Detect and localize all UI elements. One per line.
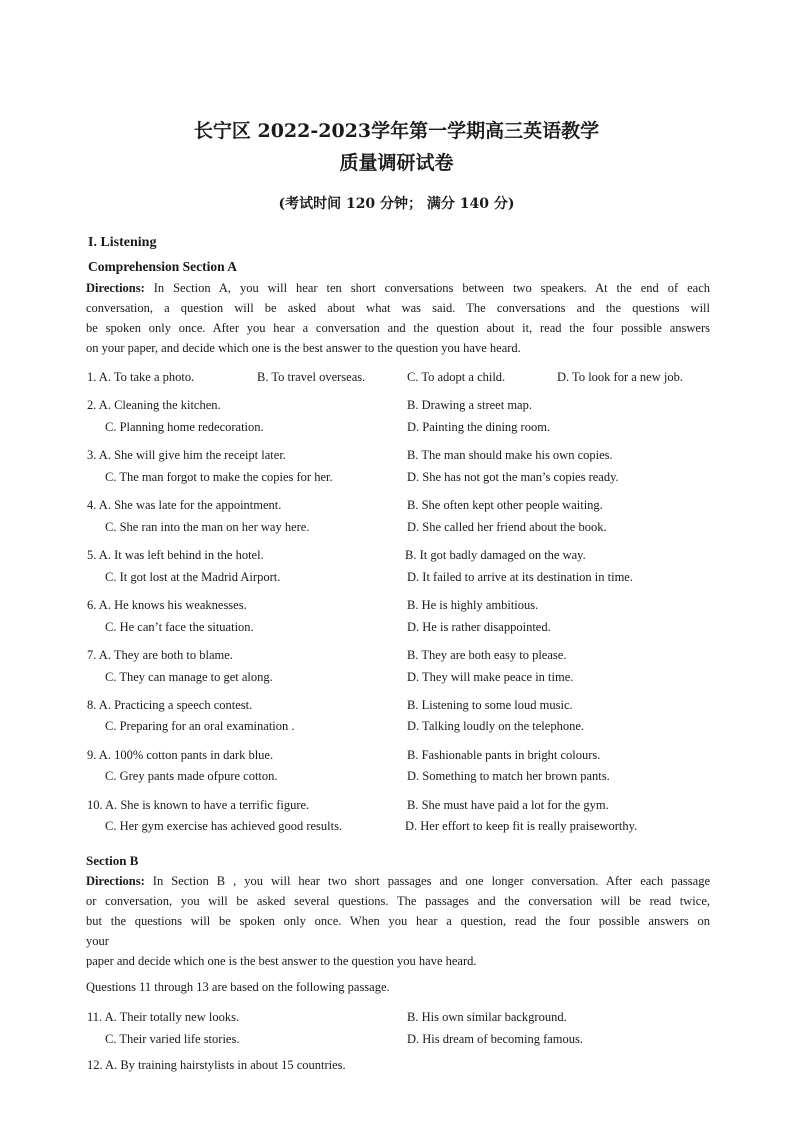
q8-option-a: 8. A. Practicing a speech contest. bbox=[87, 698, 253, 712]
q5-option-c: C. It got lost at the Madrid Airport. bbox=[105, 570, 281, 584]
section-b-directions-line: but the questions will be spoken only once. When you hear a question, read the four possible answers on bbox=[86, 914, 710, 928]
directions-text: In Section B , you will hear two short passages and one longer conversation. After each passage bbox=[144, 874, 710, 888]
section-a-directions-line: on your paper, and decide which one is the best answer to the question you have heard. bbox=[86, 341, 521, 355]
directions-label: Directions: bbox=[86, 281, 145, 295]
q1-option-c: C. To adopt a child. bbox=[407, 370, 506, 384]
section-a-directions-line: be spoken only once. After you hear a conversation and the question about it, read the four possible answers bbox=[86, 321, 710, 335]
q3-option-a: 3. A. She will give him the receipt later. bbox=[87, 448, 286, 462]
q2-option-a: 2. A. Cleaning the kitchen. bbox=[87, 398, 221, 412]
section-b-directions-line: your bbox=[86, 934, 109, 948]
q7-option-a: 7. A. They are both to blame. bbox=[87, 648, 233, 662]
q6-option-b: B. He is highly ambitious. bbox=[407, 598, 539, 612]
q10-option-b: B. She must have paid a lot for the gym. bbox=[407, 798, 609, 812]
exam-title: 长宁区 2022-2023学年第一学期高三英语教学 bbox=[193, 120, 600, 142]
q6-option-a: 6. A. He knows his weaknesses. bbox=[87, 598, 247, 612]
q8-option-b: B. Listening to some loud music. bbox=[407, 698, 573, 712]
part-heading: I. Listening bbox=[88, 235, 157, 250]
q4-option-c: C. She ran into the man on her way here. bbox=[105, 520, 310, 534]
q8-option-c: C. Preparing for an oral examination . bbox=[105, 719, 295, 733]
exam-time-score: (考试时间 120 分钟； 满分 140 分) bbox=[278, 196, 515, 212]
passage-intro: Questions 11 through 13 are based on the following passage. bbox=[86, 980, 390, 994]
section-a-directions-line: conversation, a question will be asked about what was said. The conversations and the questions will bbox=[86, 301, 710, 315]
q10-option-a: 10. A. She is known to have a terrific figure. bbox=[87, 798, 310, 812]
section-b-heading: Section B bbox=[86, 853, 139, 868]
q3-option-b: B. The man should make his own copies. bbox=[407, 448, 613, 462]
section-b-directions-line: or conversation, you will be asked several questions. The passages and the conversation will be read twice, bbox=[86, 894, 710, 908]
q11-option-c: C. Their varied life stories. bbox=[105, 1032, 240, 1046]
q9-option-c: C. Grey pants made ofpure cotton. bbox=[105, 769, 278, 783]
q9-option-d: D. Something to match her brown pants. bbox=[407, 769, 610, 783]
q5-option-a: 5. A. It was left behind in the hotel. bbox=[87, 548, 264, 562]
q4-option-a: 4. A. She was late for the appointment. bbox=[87, 498, 282, 512]
q7-option-b: B. They are both easy to please. bbox=[407, 648, 567, 662]
section-b-directions-line bbox=[86, 871, 710, 891]
q11-option-a: 11. A. Their totally new looks. bbox=[87, 1010, 240, 1024]
q10-option-c: C. Her gym exercise has achieved good results. bbox=[105, 819, 343, 833]
q4-option-b: B. She often kept other people waiting. bbox=[407, 498, 603, 512]
q8-option-d: D. Talking loudly on the telephone. bbox=[407, 719, 584, 733]
directions-text: In Section A, you will hear ten short conversations between two speakers. At the end of each bbox=[144, 281, 710, 295]
directions-label: Directions: bbox=[86, 874, 145, 888]
q7-option-d: D. They will make peace in time. bbox=[407, 670, 574, 684]
q2-option-c: C. Planning home redecoration. bbox=[105, 420, 264, 434]
q11-option-b: B. His own similar background. bbox=[407, 1010, 567, 1024]
q6-option-d: D. He is rather disappointed. bbox=[407, 620, 551, 634]
q3-option-d: D. She has not got the man’s copies ready. bbox=[407, 470, 619, 484]
q1-option-d: D. To look for a new job. bbox=[557, 370, 683, 384]
exam-title-line2: 质量调研试卷 bbox=[339, 152, 454, 174]
q12-option-a: 12. A. By training hairstylists in about 15 countries. bbox=[87, 1058, 346, 1072]
q1-option-b: B. To travel overseas. bbox=[257, 370, 366, 384]
q10-option-d: D. Her effort to keep fit is really praiseworthy. bbox=[405, 819, 638, 833]
q1-option-a: 1. A. To take a photo. bbox=[87, 370, 195, 384]
q9-option-b: B. Fashionable pants in bright colours. bbox=[407, 748, 601, 762]
q4-option-d: D. She called her friend about the book. bbox=[407, 520, 607, 534]
q2-option-b: B. Drawing a street map. bbox=[407, 398, 532, 412]
section-b-directions-line: paper and decide which one is the best answer to the question you have heard. bbox=[86, 954, 477, 968]
q7-option-c: C. They can manage to get along. bbox=[105, 670, 273, 684]
q11-option-d: D. His dream of becoming famous. bbox=[407, 1032, 584, 1046]
q2-option-d: D. Painting the dining room. bbox=[407, 420, 551, 434]
section-a-directions-line bbox=[86, 278, 710, 298]
q9-option-a: 9. A. 100% cotton pants in dark blue. bbox=[87, 748, 274, 762]
section-a-heading: Comprehension Section A bbox=[88, 259, 238, 274]
q3-option-c: C. The man forgot to make the copies for her. bbox=[105, 470, 333, 484]
q6-option-c: C. He can’t face the situation. bbox=[105, 620, 254, 634]
q5-option-b: B. It got badly damaged on the way. bbox=[405, 548, 586, 562]
q5-option-d: D. It failed to arrive at its destination in time. bbox=[407, 570, 633, 584]
